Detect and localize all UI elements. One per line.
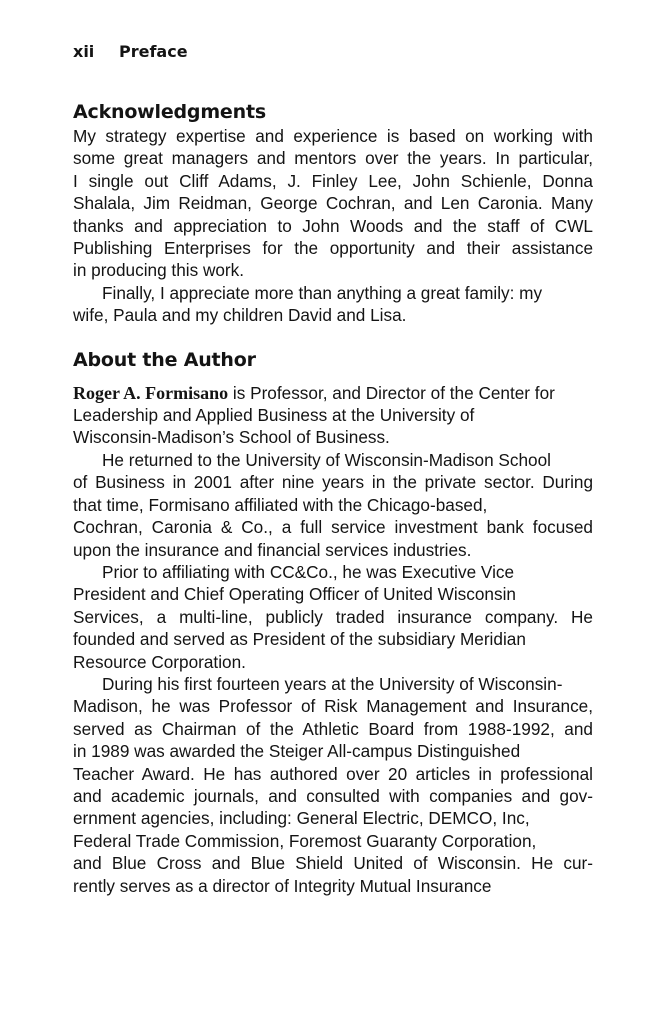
text-line: founded and served as President of the subsidiary Meridian	[73, 629, 526, 650]
text-line: Finally, I appreciate more than anything a great family: my	[102, 282, 543, 303]
about-author-heading: About the Author	[73, 348, 256, 371]
text-line: Federal Trade Commission, Foremost Guaranty Corporation,	[73, 830, 537, 851]
running-head-section: Preface	[119, 42, 188, 61]
text-line: rently serves as a director of Integrity Mutual Insurance	[73, 875, 492, 896]
about-author-paragraph-4	[73, 673, 593, 897]
about-author-paragraph-2	[73, 449, 593, 561]
text-line: My strategy expertise and experience is based on working with	[73, 126, 593, 146]
text-line: that time, Formisano affiliated with the Chicago-based,	[73, 494, 488, 515]
running-head	[73, 40, 593, 64]
text-line	[73, 382, 593, 404]
text-line: Madison, he was Professor of Risk Management and Insurance,	[73, 696, 593, 717]
text-line: served as Chairman of the Athletic Board from 1988-1992, and	[73, 718, 593, 739]
text-line: Leadership and Applied Business at the University of	[73, 405, 475, 426]
text-line: thanks and appreciation to John Woods and the staff of CWL	[73, 215, 593, 236]
text-line: and academic journals, and consulted with companies and gov-	[73, 785, 593, 806]
text-line: in 1989 was awarded the Steiger All-campus Distinguished	[73, 741, 521, 762]
text-line: Prior to affiliating with CC&Co., he was Executive Vice	[102, 561, 515, 582]
text-line: Shalala, Jim Reidman, George Cochran, and Len Caronia. Many	[73, 193, 593, 214]
text-line-fragment: is Professor, and Director of the Center for	[228, 382, 555, 403]
text-line: Wisconsin-Madison’s School of Business.	[73, 427, 390, 448]
text-line: I single out Cliff Adams, J. Finley Lee, John Schienle, Donna	[73, 170, 593, 191]
acknowledgments-heading: Acknowledgments	[73, 101, 266, 123]
text-line: upon the insurance and financial services industries.	[73, 539, 472, 560]
author-name: Roger A. Formisano	[73, 382, 229, 403]
text-line: wife, Paula and my children David and Lisa.	[73, 305, 407, 326]
text-line: Cochran, Caronia & Co., a full service investment bank focused	[73, 517, 593, 538]
text-line: in producing this work.	[73, 260, 245, 281]
page-number: xii	[73, 42, 95, 61]
acknowledgments-paragraph-2	[73, 282, 593, 327]
about-author-paragraph-1	[73, 382, 593, 449]
text-line: President and Chief Operating Officer of United Wisconsin	[73, 584, 516, 605]
about-author-paragraph-3	[73, 561, 593, 673]
book-page	[73, 40, 593, 897]
text-line: of Business in 2001 after nine years in the private sector. During	[73, 472, 593, 493]
text-line: some great managers and mentors over the years. In particular,	[73, 148, 593, 169]
text-line: Teacher Award. He has authored over 20 articles in professional	[73, 763, 593, 784]
text-line: Services, a multi-line, publicly traded insurance company. He	[73, 606, 593, 627]
text-line: Publishing Enterprises for the opportunity and their assistance	[73, 238, 593, 259]
text-line: and Blue Cross and Blue Shield United of Wisconsin. He cur-	[73, 853, 593, 874]
text-line: ernment agencies, including: General Electric, DEMCO, Inc,	[73, 808, 530, 829]
text-line: Resource Corporation.	[73, 651, 246, 672]
text-line: During his first fourteen years at the University of Wisconsin-	[102, 673, 563, 694]
acknowledgments-paragraph-1	[73, 125, 593, 282]
text-line: He returned to the University of Wisconsin-Madison School	[102, 449, 551, 470]
